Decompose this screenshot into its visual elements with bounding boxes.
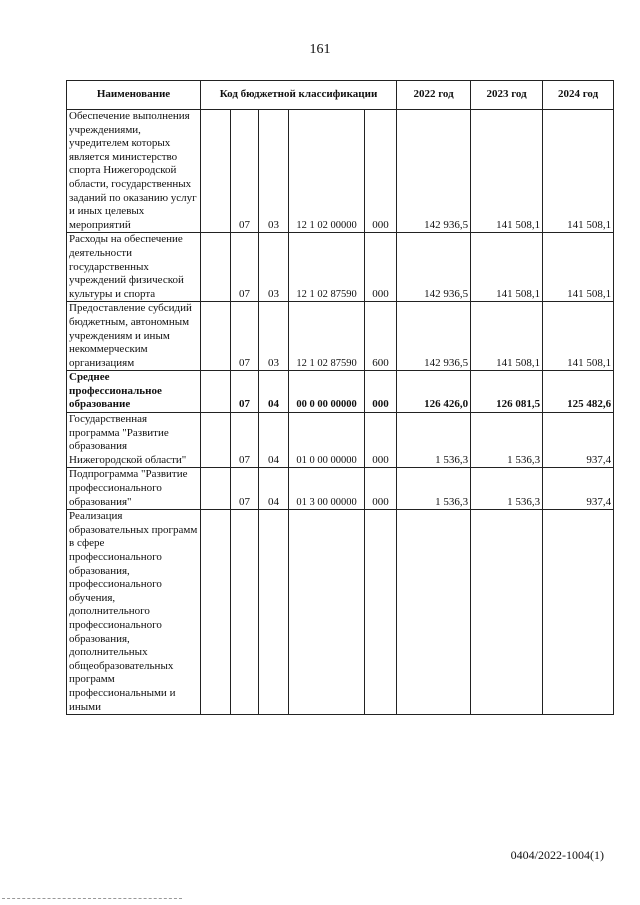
row-section: 07 bbox=[231, 233, 259, 302]
row-spacer bbox=[201, 371, 231, 413]
row-2023: 1 536,3 bbox=[471, 468, 543, 510]
table-row bbox=[67, 510, 614, 715]
row-2022 bbox=[397, 510, 471, 715]
header-name: Наименование bbox=[67, 81, 201, 110]
row-subsection: 03 bbox=[259, 302, 289, 371]
row-2024: 141 508,1 bbox=[543, 110, 614, 233]
page-number: 161 bbox=[309, 42, 331, 57]
table-row-total bbox=[67, 371, 614, 413]
row-target-article: 01 3 00 00000 bbox=[289, 468, 365, 510]
row-section: 07 bbox=[231, 371, 259, 413]
header-2022: 2022 год bbox=[397, 81, 471, 110]
row-expense-type bbox=[365, 510, 397, 715]
row-subsection bbox=[259, 510, 289, 715]
row-2023: 141 508,1 bbox=[471, 233, 543, 302]
row-section: 07 bbox=[231, 110, 259, 233]
row-spacer bbox=[201, 110, 231, 233]
row-subsection: 04 bbox=[259, 413, 289, 468]
row-target-article: 12 1 02 00000 bbox=[289, 110, 365, 233]
table-row bbox=[67, 468, 614, 510]
row-spacer bbox=[201, 413, 231, 468]
row-2024: 125 482,6 bbox=[543, 371, 614, 413]
row-2024 bbox=[543, 510, 614, 715]
table-row bbox=[67, 110, 614, 233]
row-expense-type: 000 bbox=[365, 413, 397, 468]
header-2023: 2023 год bbox=[471, 81, 543, 110]
row-expense-type: 000 bbox=[365, 468, 397, 510]
row-subsection: 03 bbox=[259, 233, 289, 302]
row-expense-type: 000 bbox=[365, 233, 397, 302]
header-row bbox=[67, 81, 614, 110]
row-target-article: 12 1 02 87590 bbox=[289, 233, 365, 302]
row-spacer bbox=[201, 302, 231, 371]
row-name: Среднее профессиональное образование bbox=[67, 371, 201, 413]
table-row bbox=[67, 413, 614, 468]
row-name: Обеспечение выполнения учреждениями, учредителем которых является министерство спорта Нижегородской области, государственных заданий по оказанию услуг и иных целевых мероприятий bbox=[67, 110, 201, 233]
budget-table bbox=[66, 80, 614, 715]
row-section: 07 bbox=[231, 468, 259, 510]
row-target-article: 00 0 00 00000 bbox=[289, 371, 365, 413]
document-code: 0404/2022-1004(1) bbox=[510, 848, 604, 862]
row-expense-type: 600 bbox=[365, 302, 397, 371]
row-2023: 1 536,3 bbox=[471, 413, 543, 468]
row-2022: 1 536,3 bbox=[397, 468, 471, 510]
row-target-article: 12 1 02 87590 bbox=[289, 302, 365, 371]
row-name: Предоставление субсидий бюджетным, автономным учреждениям и иным некоммерческим организациям bbox=[67, 302, 201, 371]
row-2022: 126 426,0 bbox=[397, 371, 471, 413]
row-expense-type: 000 bbox=[365, 371, 397, 413]
row-section bbox=[231, 510, 259, 715]
row-target-article bbox=[289, 510, 365, 715]
row-name: Расходы на обеспечение деятельности государственных учреждений физической культуры и спорта bbox=[67, 233, 201, 302]
row-name: Государственная программа "Развитие образования Нижегородской области" bbox=[67, 413, 201, 468]
row-2022: 142 936,5 bbox=[397, 302, 471, 371]
row-spacer bbox=[201, 468, 231, 510]
row-2022: 142 936,5 bbox=[397, 110, 471, 233]
table-row bbox=[67, 302, 614, 371]
row-subsection: 03 bbox=[259, 110, 289, 233]
row-expense-type: 000 bbox=[365, 110, 397, 233]
row-target-article: 01 0 00 00000 bbox=[289, 413, 365, 468]
table-row bbox=[67, 233, 614, 302]
row-2023: 141 508,1 bbox=[471, 110, 543, 233]
row-2024: 937,4 bbox=[543, 413, 614, 468]
row-2023: 126 081,5 bbox=[471, 371, 543, 413]
row-section: 07 bbox=[231, 413, 259, 468]
row-2024: 141 508,1 bbox=[543, 233, 614, 302]
page-bottom-divider bbox=[2, 898, 182, 899]
row-name: Подпрограмма "Развитие профессионального образования" bbox=[67, 468, 201, 510]
row-subsection: 04 bbox=[259, 468, 289, 510]
row-2024: 141 508,1 bbox=[543, 302, 614, 371]
row-section: 07 bbox=[231, 302, 259, 371]
row-2024: 937,4 bbox=[543, 468, 614, 510]
header-code: Код бюджетной классификации bbox=[201, 81, 397, 110]
header-2024: 2024 год bbox=[543, 81, 614, 110]
row-spacer bbox=[201, 510, 231, 715]
row-2023: 141 508,1 bbox=[471, 302, 543, 371]
row-2022: 142 936,5 bbox=[397, 233, 471, 302]
row-2023 bbox=[471, 510, 543, 715]
row-subsection: 04 bbox=[259, 371, 289, 413]
row-name: Реализация образовательных программ в сфере профессионального образования, профессионального обучения, дополнительного профессионального образования, дополнительных общеобразовательных программ профессиональными и иными bbox=[67, 510, 201, 715]
row-spacer bbox=[201, 233, 231, 302]
row-2022: 1 536,3 bbox=[397, 413, 471, 468]
